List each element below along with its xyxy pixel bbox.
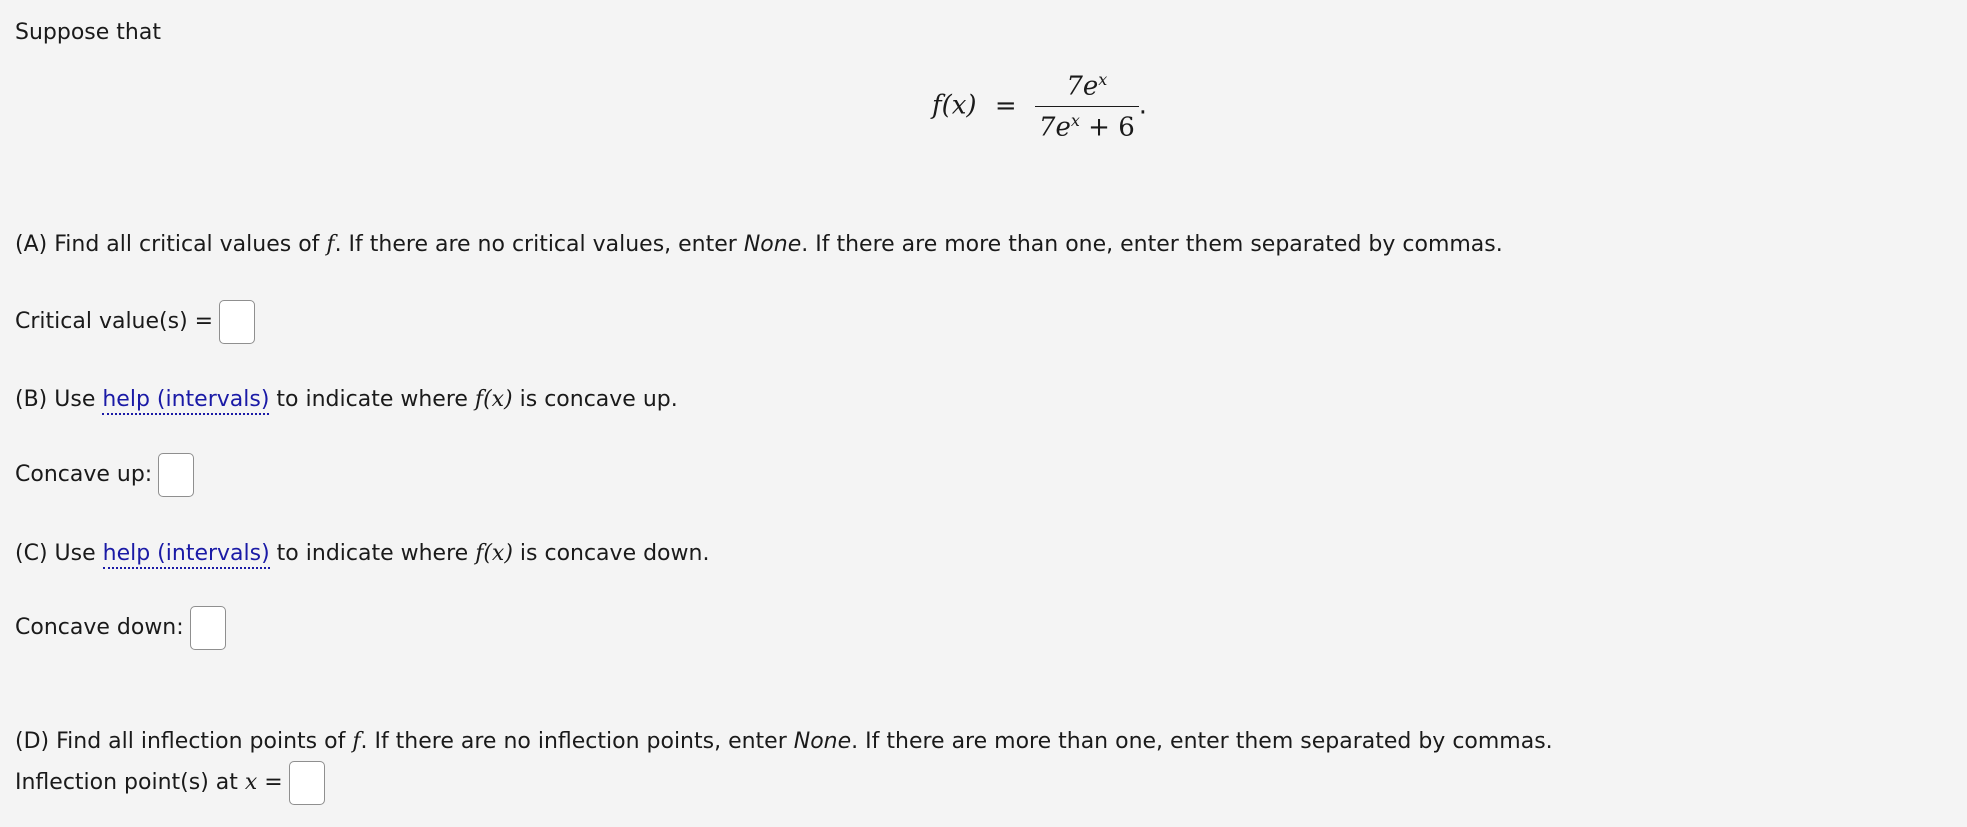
inflection-points-row: Inflection point(s) at x = <box>15 761 325 805</box>
concave-up-input[interactable] <box>158 453 194 497</box>
part-b-question: (B) Use help (intervals) to indicate where f(x) is concave up. <box>15 387 678 412</box>
intro-text: Suppose that <box>15 20 161 45</box>
part-a-question: (A) Find all critical values of f. If there are no critical values, enter None. If there are more than one, enter them separated by commas. <box>15 232 1503 257</box>
formula-lhs: f(x) <box>932 90 977 121</box>
part-c-question: (C) Use help (intervals) to indicate where f(x) is concave down. <box>15 541 709 566</box>
inflection-points-input[interactable] <box>289 761 325 805</box>
critical-values-label: Critical value(s) = <box>15 309 214 334</box>
formula-fraction <box>1035 70 1139 142</box>
concave-down-row <box>15 606 226 650</box>
help-intervals-link-c[interactable]: help (intervals) <box>103 541 270 569</box>
part-d-question: (D) Find all inflection points of f. If there are no inflection points, enter None. If there are more than one, enter them separated by commas. <box>15 729 1553 754</box>
concave-down-label: Concave down: <box>15 615 184 640</box>
critical-values-input[interactable] <box>219 300 255 344</box>
formula-numerator: $7e^x$ <box>1066 70 1108 102</box>
function-formula <box>932 70 1147 142</box>
concave-up-row <box>15 453 194 497</box>
help-intervals-link-b[interactable]: help (intervals) <box>102 387 269 415</box>
concave-up-label: Concave up: <box>15 462 153 487</box>
var-x: x <box>244 770 258 795</box>
fx-b: f(x) <box>474 387 513 412</box>
formula-denominator: $7e^x + 6$ <box>1035 106 1139 143</box>
var-f-d: f <box>352 729 361 754</box>
formula-period: . <box>1138 90 1147 121</box>
fx-c: f(x) <box>475 541 513 566</box>
formula-equals: = <box>994 90 1017 121</box>
var-f: f <box>326 232 335 257</box>
critical-values-row <box>15 300 255 344</box>
concave-down-input[interactable] <box>190 606 226 650</box>
inflection-points-label: Inflection point(s) at <box>15 770 245 795</box>
